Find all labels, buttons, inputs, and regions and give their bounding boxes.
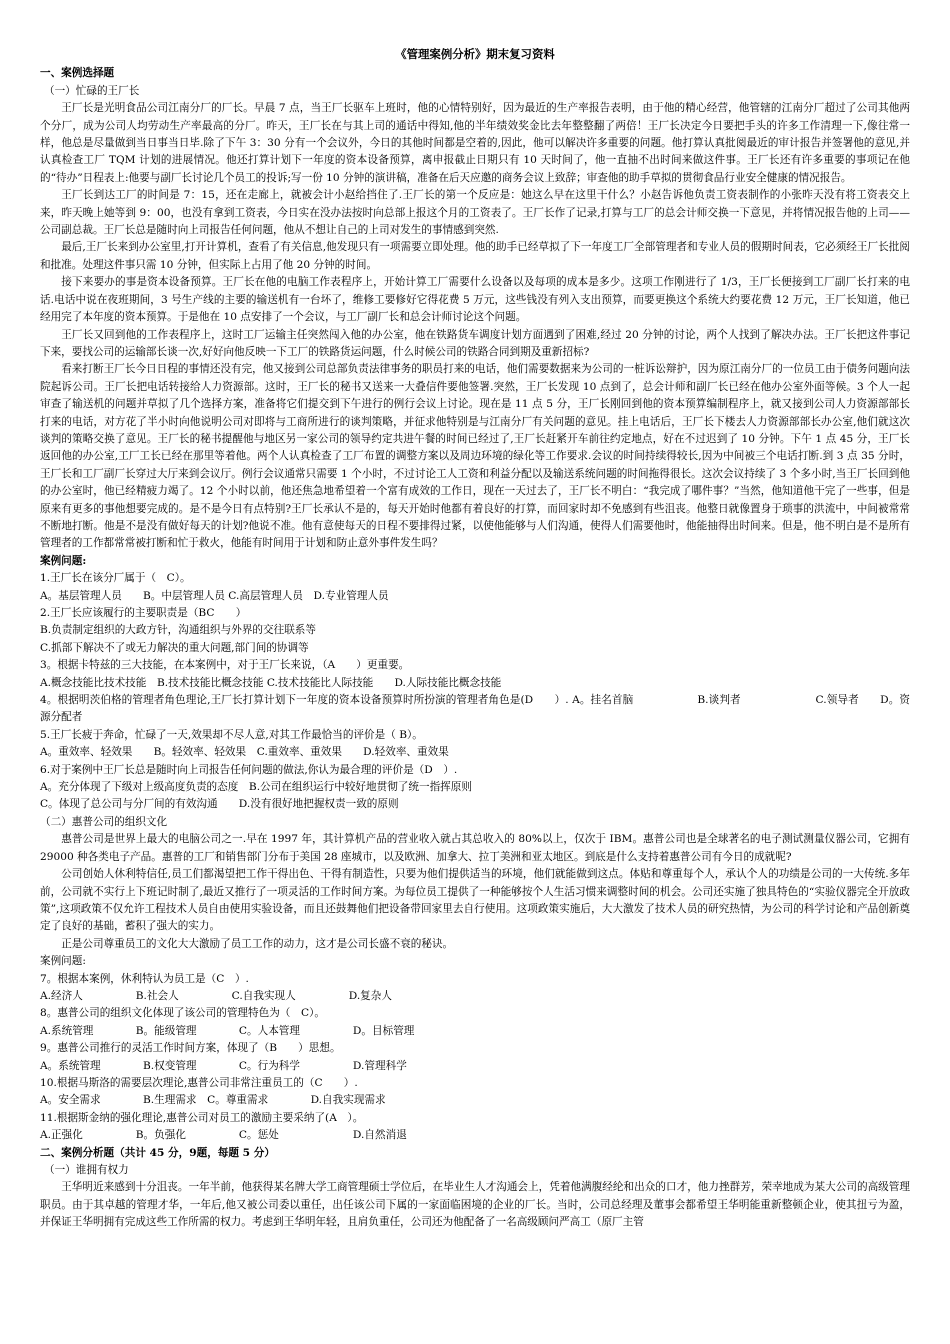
case-paragraph: 看来打断王厂长今日日程的事情还没有完，他又接到公司总部负责法律事务的职员打来的电话，他们需要数据来为公司的一桩诉讼辩护，因为原江南分厂的一位员工由于债务问题向法院起诉公司。王厂长把电话转接给人力资源部。这时，王厂长的秘书又送来一大叠信件要他签署.突然，王厂长发现 10 点到了，总会计师和副厂长已经在他办公室外面等候。3 个人一起审查了输送机的问题并草拟了几个选择方案，准备将它们提交到下午进行的例行会议上讨论。现在是 11 点 5 分，王厂长刚回到他的资本预算编制程序上，就又接到公司人力资源部部长打来的电话，对方花了半小时向他说明公司对即将与工商所进行的谈判策略，并征求他特别是与江南分厂有关问题的意见。挂上电话后，王厂长下楼去人力资源部部长办公室,他们就这次谈判的策略交换了意见。王厂长的秘书提醒他与地区另一家公司的领导约定共进午餐的时间已经过了,王厂长赶紧开车前往约定地点，好在不过迟到了 10 分钟。下午 1 点 45 分，王厂长返回他的办公室,工厂工长已经在那里等着他。两个人认真检查了工厂布置的调整方案以及周边环境的绿化等工作要求.会议的时间持续得较长,因为中间被三个电话打断.到 3 点 35 分时，王厂长和工厂副厂长穿过大厅来到会议厅。例行会议通常只需要 1 个小时，不过讨论工人工资和利益分配以及输送系统问题的时间拖得很长。这次会议持续了 3 个多小时,当王厂长回到他的办公室时，他已经精疲力竭了。12 个小时以前，他还焦急地希望着一个富有成效的工作日，现在一天过去了，王厂长不明白：“我完成了哪件事？”当然，他知道他干完了一些事，但是原来有更多的事他想要完成的。是不是今日有点特别?王厂长承认不是的，每天开始时他都有着良好的打算，而回家时却不免感到有些沮丧。他整日就像置身于琐事的洪流中，中间被常常不断地打断。他是不是没有做好每天的计划?他说不准。他有意使每天的日程不要排得过紧，以使他能够与人们沟通，使得人们需要他时，他能抽得出时间来。但是，他不明白是不是所有管理者的工作都常常被打断和忙于救火，他能有时间用于计划和防止意外事件发生吗？ bbox=[40, 363, 910, 550]
option-line: A。系统管理 B.权变管理 C。行为科学 D.管理科学 bbox=[40, 1059, 407, 1072]
question-line: 3。根据卡特兹的三大技能，在本案例中，对于王厂长来说，（A ）更重要。 bbox=[40, 659, 410, 672]
option-line: C.抓部下解决不了或无力解决的重大问题,部门间的协调等 bbox=[40, 641, 309, 654]
case-paragraph: 惠普公司是世界上最大的电脑公司之一.早在 1997 年，其计算机产品的营业收入就占其总收入的 80%以上，仅次于 IBM。惠普公司也是全球著名的电子测试测量仪器公司，它拥有 29000 种各类电子产品。惠普的工厂和销售部门分布于美国 28 座城市，以及欧洲、加拿大、拉丁美洲和亚太地区。到底是什么支持着惠普公司有今日的成就呢? bbox=[40, 833, 910, 863]
option-line: C。体现了总公司与分厂间的有效沟通 D.没有很好地把握权责一致的原则 bbox=[40, 798, 399, 811]
option-line: A。基层管理人员 B。中层管理人员 C.高层管理人员 D.专业管理人员 bbox=[40, 589, 389, 602]
question-line: 6.对于案例中王厂长总是随时向上司报告任何问题的做法,你认为最合理的评价是（D ）. bbox=[40, 763, 458, 776]
case-paragraph: 王厂长是光明食品公司江南分厂的厂长。早晨 7 点，当王厂长驱车上班时，他的心情特别好，因为最近的生产率报告表明，由于他的精心经营，他管辖的江南分厂超过了公司其他两个分厂，成为公司人均劳动生产率最高的分厂。昨天，王厂长在与其上司的通话中得知,他的半年绩效奖金比去年整整翻了两倍！王厂长决定今日要把手头的许多工作清理一下,像往常一样，他总是尽量做到当日事当日毕.除了下午 3：30 分有一个会议外，今日的其他时间都是空着的,因此，他可以解决许多重要的问题。他打算认真批阅最近的审计报告并签署他的意见,并认真检查工厂 TQM 计划的进展情况。他还打算计划下一年度的资本设备预算，离申报截止日期只有 10 天时间了，他一直抽不出时间来做这件事。王厂长还有许多重要的事项记在他的“待办”日程表上:他要与副厂长讨论几个员工的投诉;写一份 10 分钟的演讲稿，准备在后天应邀的商务会议上致辞；审查他的助手草拟的贯彻食品行业安全健康的情况报告。 bbox=[40, 102, 910, 184]
option-line: A.正强化 B。负强化 C。惩处 D.自然消退 bbox=[40, 1129, 407, 1142]
case-paragraph: 王厂长又回到他的工作表程序上，这时工厂运输主任突然闯入他的办公室，他在铁路货车调度计划方面遇到了困难,经过 20 分钟的讨论，两个人找到了解决办法。王厂长把这件事记下来，要找公司的运输部长谈一次,好好向他反映一下工厂的铁路货运问题，什么时候公司的铁路合同到期及重新招标? bbox=[40, 328, 910, 358]
case-paragraph: 王华明近来感到十分沮丧。一年半前，他获得某名牌大学工商管理硕士学位后，在毕业生人才沟通会上，凭着他满腹经纶和出众的口才，他力挫群芳，荣幸地成为某大公司的高级管理职员。由于其卓越的管理才华，一年后,他又被公司委以重任，出任该公司下属的一家面临困境的企业的厂长。当时，公司总经理及董事会都希望王华明能重新整顿企业，使其扭亏为盈，并保证王华明拥有完成这些工作所需的权力。考虑到王华明年轻，且肩负重任，公司还为他配备了一名高级顾问严高工（原厂主管 bbox=[40, 1181, 910, 1229]
section-heading: 一、案例选择题 bbox=[40, 67, 115, 80]
question-line: 8。惠普公司的组织文化体现了该公司的管理特色为（ C）。 bbox=[40, 1007, 325, 1020]
question-line: 1.王厂长在该分厂属于（ C）。 bbox=[40, 572, 191, 585]
case-paragraph: 公司创始人休利特信任,员工们都渴望把工作干得出色、干得有制造性，只要为他们提供适当的环境，他们就能做到这点。体贴和尊重每个人，承认个人的功绩是公司的一大传统.多年前，公司就不实行上下班记时制了,最近又推行了一项灵活的工作时间方案。为每位员工提供了一种能够按个人生活习惯来调整时间的机会。公司还实施了独具特色的“实验仪器完全开放政策”,这项政策不仅允许工程技术人员自由使用实验设备，而且还鼓舞他们把设备带回家里去自行使用。这项政策实施后，大大激发了技术人员的研究热情，为公司的科学讨论和产品创新奠定了良好的基础，蓄积了强大的实力。 bbox=[40, 868, 910, 933]
section-heading: 二、案例分析题（共计 45 分，9题，每题 5 分） bbox=[40, 1146, 275, 1159]
option-line: A。安全需求 B.生理需求 C。尊重需求 D.自我实现需求 bbox=[40, 1094, 386, 1107]
option-line: B.负责制定组织的大政方针，沟通组织与外界的交往联系等 bbox=[40, 624, 316, 637]
questions-heading: 案例问题: bbox=[40, 554, 87, 567]
question-line: 7。根据本案例，休利特认为员工是（C ）. bbox=[40, 972, 249, 985]
case-heading: （一）谁拥有权力 bbox=[44, 1164, 129, 1176]
question-line: 11.根据斯金纳的强化理论,惠普公司对员工的激励主要采纳了(A ）。 bbox=[40, 1111, 364, 1124]
question-line: 9。惠普公司推行的灵活工作时间方案，体现了（B ）思想。 bbox=[40, 1042, 341, 1055]
case-paragraph: 最后,王厂长来到办公室里,打开计算机，查看了有关信息,他发现只有一项需要立即处理。他的助手已经草拟了下一年度工厂全部管理者和专业人员的假期时间表，它必须经王厂长批阅和批准。处理这件事只需 10 分钟，但实际上占用了他 20 分钟的时间。 bbox=[40, 241, 910, 271]
case-paragraph: 王厂长到达工厂的时间是 7：15，还在走廊上，就被会计小赵给挡住了.王厂长的第一个反应是：她这么早在这里干什么？小赵告诉他负责工资表制作的小张昨天没有将工资表交上来，昨天晚上她等到 9：00，也没有拿到工资表，今日实在没办法按时向总部上报这个月的工资表了。王厂长作了记录,打算与工厂的总会计师交换一下意见，并将情况报告他的上司——公司副总裁。王厂长总是随时向上司报告任何问题，他从不想让自己的上司对发生的事情感到突然. bbox=[40, 189, 910, 237]
option-line: A。重效率、轻效果 B。轻效率、轻效果 C.重效率、重效果 D.轻效率、重效果 bbox=[40, 746, 449, 759]
option-line: A.概念技能比技术技能 B.技术技能比概念技能 C.技术技能比人际技能 D.人际技能比概念技能 bbox=[40, 676, 502, 689]
option-line: A.系统管理 B。能级管理 C。人本管理 D。目标管理 bbox=[40, 1024, 415, 1037]
question-line: 4。根据明茨伯格的管理者角色理论,王厂长打算计划下一年度的资本设备预算时所扮演的管理者角色是(D ）. A。挂名首脑 B.谈判者 C.领导者 D。资源分配者 bbox=[40, 694, 910, 724]
option-line: A。充分体现了下级对上级高度负责的态度 B.公司在组织运行中较好地贯彻了统一指挥原则 bbox=[40, 781, 472, 794]
case-paragraph: 正是公司尊重员工的文化大大激励了员工工作的动力，这才是公司长盛不衰的秘诀。 bbox=[61, 937, 454, 950]
case-heading: （一）忙碌的王厂长 bbox=[44, 84, 140, 97]
question-line: 2.王厂长应该履行的主要职责是（BC ） bbox=[40, 607, 247, 619]
question-line: 5.王厂长疲于奔命，忙碌了一天,效果却不尽人意,对其工作最恰当的评价是（ B）。 bbox=[40, 728, 423, 741]
document-title: 《管理案例分析》期末复习资料 bbox=[395, 47, 555, 61]
case-heading: （二）惠普公司的组织文化 bbox=[40, 815, 168, 828]
question-line: 10.根据马斯洛的需要层次理论,惠普公司非常注重员工的（C ）. bbox=[40, 1076, 358, 1089]
case-paragraph: 接下来要办的事是资本设备预算。王厂长在他的电脑工作表程序上，开始计算工厂需要什么设备以及每项的成本是多少。这项工作刚进行了 1/3，王厂长便接到工厂副厂长打来的电话.电话中说在夜班期间，3 号生产线的主要的输送机有一台坏了，维修工要修好它得花费 5 万元，这些钱没有列入支出预算，而要更换这个系统大约要花费 12 万元，王厂长知道，他已经用完了本年度的资本预算。于是他在 10 点安排了一个会议，与工厂副厂长和总会计师讨论这个问题。 bbox=[40, 276, 910, 324]
questions-heading: 案例问题: bbox=[40, 955, 86, 968]
option-line: A.经济人 B.社会人 C.自我实现人 D.复杂人 bbox=[40, 989, 392, 1002]
